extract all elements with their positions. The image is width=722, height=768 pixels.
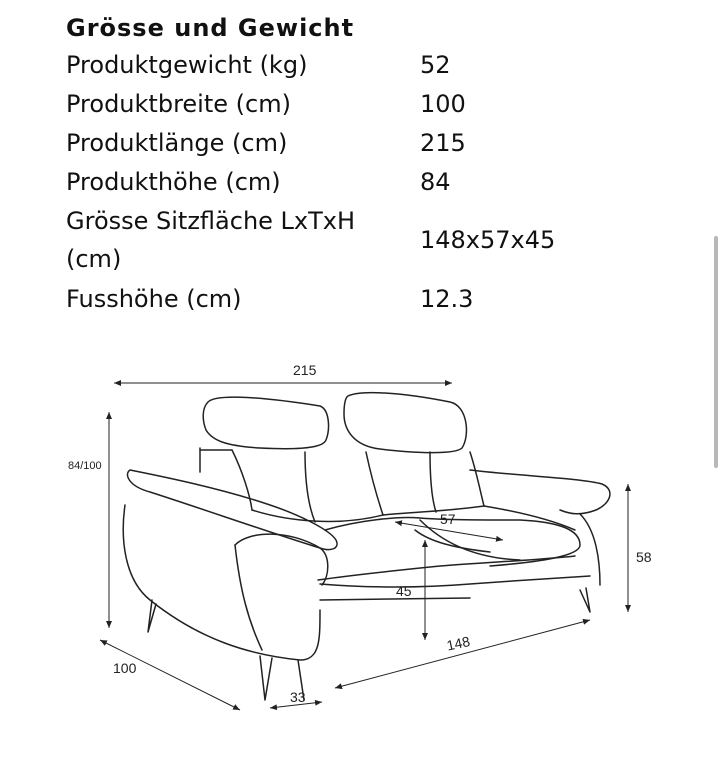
dim-seat-height-label: 45 (396, 583, 412, 599)
dim-seat-width-label: 148 (445, 633, 472, 654)
dim-depth-label: 100 (113, 660, 137, 676)
spec-row-height (66, 162, 666, 201)
spec-value: 84 (420, 167, 451, 196)
dim-height-label: 84/100 (68, 460, 102, 472)
spec-row-foot-height (66, 279, 666, 319)
spec-label: Produktbreite (cm) (66, 89, 291, 118)
dimension-lines (100, 383, 628, 710)
dim-seat-height-right-label: 58 (636, 549, 652, 565)
section-title: Grösse und Gewicht (66, 14, 355, 42)
spec-label: Produkthöhe (cm) (66, 167, 281, 196)
spec-row-width (66, 84, 666, 123)
dim-foot-label: 33 (290, 689, 306, 705)
dim-length-label: 215 (293, 362, 317, 378)
sofa-dimension-drawing (0, 340, 722, 768)
spec-value: 12.3 (420, 285, 474, 313)
spec-label: Grösse Sitzfläche LxTxH (cm) (66, 207, 356, 273)
spec-label: Produktlänge (cm) (66, 128, 288, 157)
spec-label: Produktgewicht (kg) (66, 51, 308, 79)
spec-row-seat-size (66, 201, 666, 279)
dim-seat-depth-label: 57 (440, 511, 456, 527)
spec-value: 148x57x45 (420, 226, 556, 254)
spec-row-weight (66, 46, 666, 84)
spec-row-length (66, 123, 666, 162)
spec-value: 52 (420, 51, 451, 79)
spec-value: 215 (420, 128, 466, 157)
spec-table (66, 46, 666, 319)
spec-value: 100 (420, 89, 466, 118)
spec-label: Fusshöhe (cm) (66, 285, 242, 313)
sofa-outline (123, 393, 610, 700)
